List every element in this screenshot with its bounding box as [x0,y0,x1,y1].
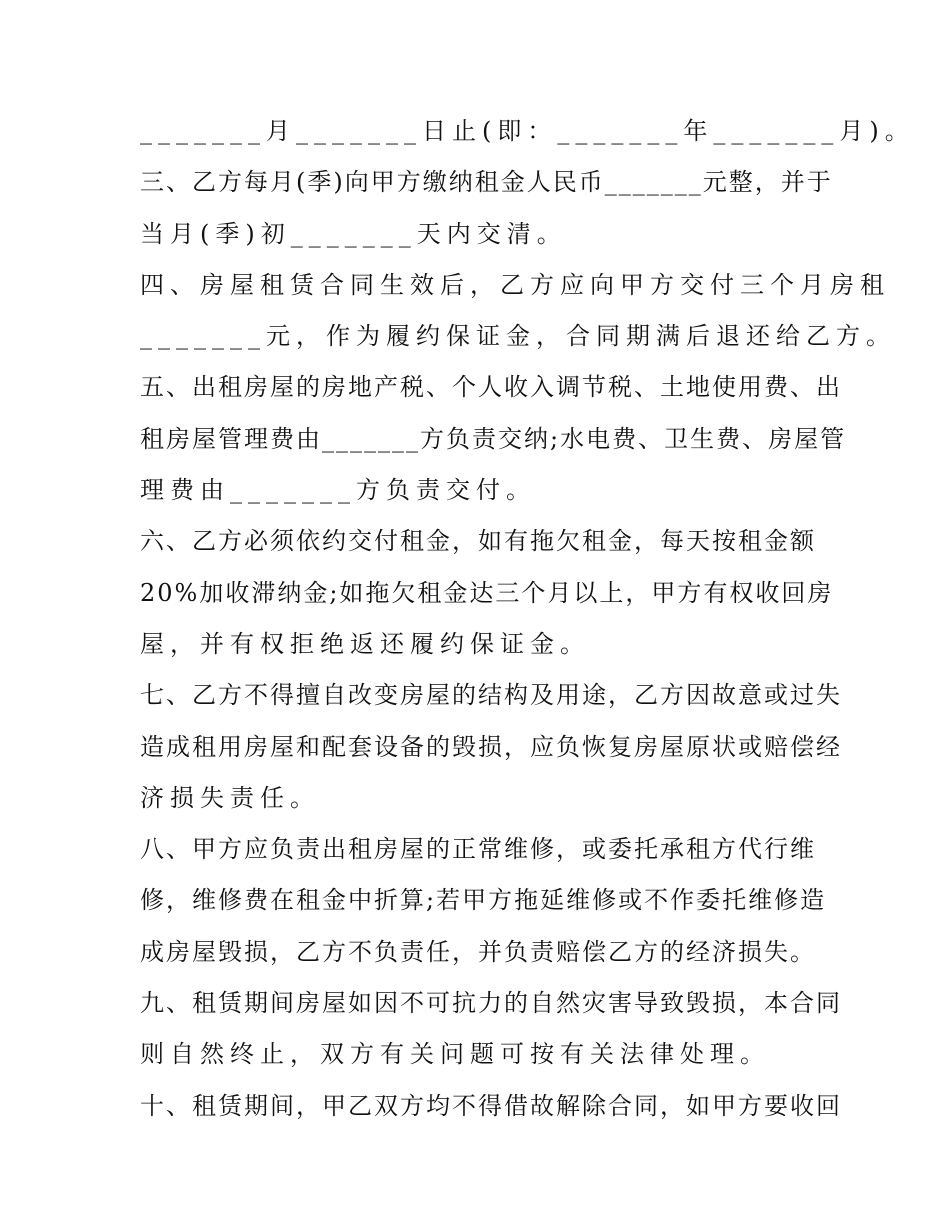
text-line: _______元，作为履约保证金，合同期满后退还给乙方。 [140,322,896,351]
text-line: 九、租赁期间房屋如因不可抗力的自然灾害导致毁损，本合同 [140,989,842,1018]
text-line: 四、房屋租赁合同生效后，乙方应向甲方交付三个月房租 [140,270,890,299]
text-line: 六、乙方必须依约交付租金，如有拖欠租金，每天按租金额 [140,527,816,556]
text-line: 八、甲方应负责出租房屋的正常维修，或委托承租方代行维 [140,835,816,864]
text-line: 屋，并有权拒绝返还履约保证金。 [140,629,590,658]
text-line: 造成租用房屋和配套设备的毁损，应负恢复房屋原状或赔偿经 [140,732,842,761]
text-line: 修，维修费在租金中折算;若甲方拖延维修或不作委托维修造 [140,886,827,915]
text-line: 当月(季)初_______天内交清。 [140,219,567,248]
text-line: 理费由_______方负责交付。 [140,476,536,505]
text-line: 七、乙方不得擅自改变房屋的结构及用途，乙方因故意或过失 [140,681,842,710]
text-line: 则自然终止，双方有关问题可按有关法律处理。 [140,1040,770,1069]
text-line: 五、出租房屋的房地产税、个人收入调节税、土地使用费、出 [140,373,842,402]
text-line: 租房屋管理费由_______方负责交纳;水电费、卫生费、房屋管 [140,424,847,453]
text-line: 三、乙方每月(季)向甲方缴纳租金人民币_______元整，并于 [140,168,833,197]
text-line: 济损失责任。 [140,783,320,812]
contract-body [140,111,915,1137]
text-line: _______月_______日止(即：_______年_______月)。 [140,117,915,145]
text-line: 十、租赁期间，甲乙双方均不得借故解除合同，如甲方要收回 [140,1091,842,1120]
text-line: 20%加收滞纳金;如拖欠租金达三个月以上，甲方有权收回房 [140,578,834,607]
text-line: 成房屋毁损，乙方不负责任，并负责赔偿乙方的经济损失。 [140,937,816,966]
